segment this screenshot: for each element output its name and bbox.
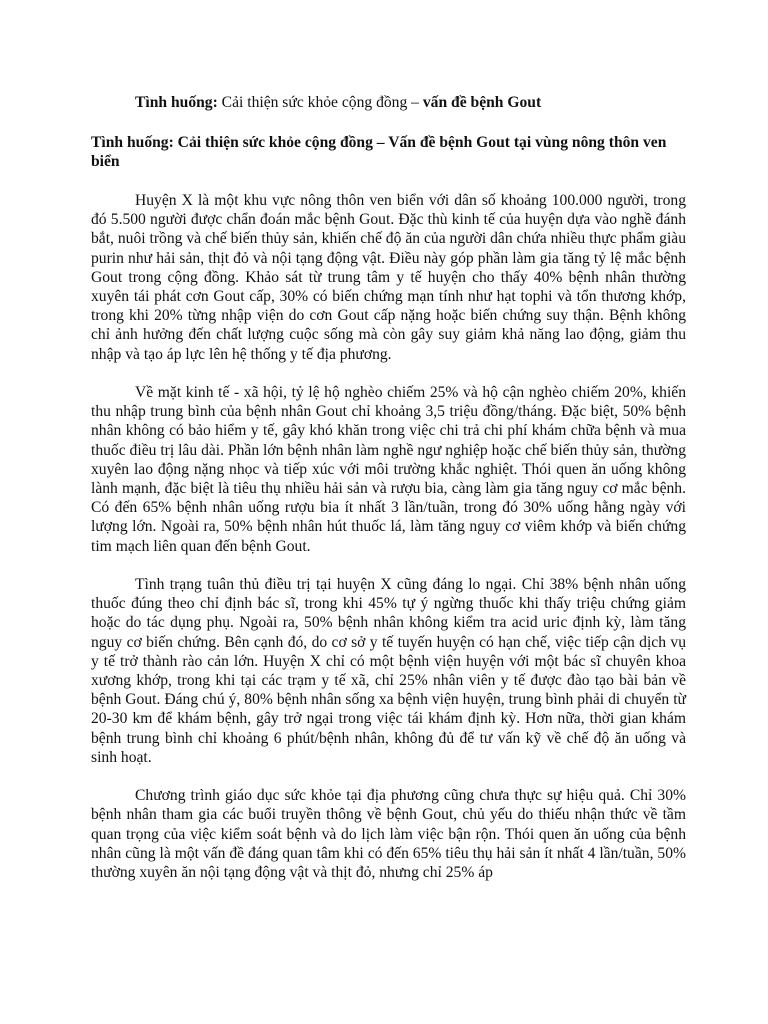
document-subtitle: Tình huống: Cải thiện sức khỏe cộng đồng – Vấn đề bệnh Gout tại vùng nông thôn ven biển	[91, 134, 667, 171]
heading-label: Tình huống:	[135, 94, 218, 111]
heading-end: vấn đề bệnh Gout	[422, 94, 542, 111]
document-heading	[135, 93, 735, 112]
paragraph-2: Về mặt kinh tế - xã hội, tỷ lệ hộ nghèo chiếm 25% và hộ cận nghèo chiếm 20%, khiến thu nhập trung bình của bệnh nhân Gout chỉ khoảng 3,5 triệu đồng/tháng. Đặc biệt, 50% bệnh nhân không có bảo hiểm y tế, gây khó khăn trong việc chi trả chi phí khám chữa bệnh và mua thuốc điều trị lâu dài. Phần lớn bệnh nhân làm nghề ngư nghiệp hoặc chế biến thủy sản, thường xuyên lao động nặng nhọc và tiếp xúc với môi trường khắc nghiệt. Thói quen ăn uống không lành mạnh, đặc biệt là tiêu thụ nhiều hải sản và rượu bia, càng làm gia tăng nguy cơ mắc bệnh. Có đến 65% bệnh nhân uống rượu bia ít nhất 3 lần/tuần, trong đó 30% uống hằng ngày với lượng lớn. Ngoài ra, 50% bệnh nhân hút thuốc lá, làm tăng nguy cơ viêm khớp và biến chứng tim mạch liên quan đến bệnh Gout.	[91, 384, 686, 555]
document-body	[91, 191, 686, 901]
paragraph-1: Huyện X là một khu vực nông thôn ven biển với dân số khoảng 100.000 người, trong đó 5.500 người được chẩn đoán mắc bệnh Gout. Đặc thù kinh tế của huyện dựa vào nghề đánh bắt, nuôi trồng và chế biến thủy sản, khiến chế độ ăn của người dân chứa nhiều thực phẩm giàu purin như hải sản, thịt đỏ và nội tạng động vật. Điều này góp phần làm gia tăng tỷ lệ mắc bệnh Gout trong cộng đồng. Khảo sát từ trung tâm y tế huyện cho thấy 40% bệnh nhân thường xuyên tái phát cơn Gout cấp, 30% có biến chứng mạn tính như hạt tophi và tổn thương khớp, trong khi 20% từng nhập viện do cơn Gout cấp nặng hoặc biến chứng suy thận. Bệnh không chỉ ảnh hưởng đến chất lượng cuộc sống mà còn gây suy giảm khả năng lao động, giảm thu nhập và tạo áp lực lên hệ thống y tế địa phương.	[91, 192, 686, 363]
paragraph-4: Chương trình giáo dục sức khỏe tại địa phương cũng chưa thực sự hiệu quả. Chỉ 30% bệnh nhân tham gia các buổi truyền thông về bệnh Gout, chủ yếu do thiếu nhận thức về tầm quan trọng của việc kiểm soát bệnh và do lịch làm việc bận rộn. Thói quen ăn uống của bệnh nhân cũng là một vấn đề đáng quan tâm khi có đến 65% tiêu thụ hải sản ít nhất 4 lần/tuần, 50% thường xuyên ăn nội tạng động vật và thịt đỏ, nhưng chỉ 25% áp	[91, 787, 686, 882]
paragraph-3: Tình trạng tuân thủ điều trị tại huyện X cũng đáng lo ngại. Chỉ 38% bệnh nhân uống thuốc đúng theo chỉ định bác sĩ, trong khi 45% tự ý ngừng thuốc khi thấy triệu chứng giảm hoặc do tác dụng phụ. Ngoài ra, 50% bệnh nhân không kiểm tra acid uric định kỳ, làm tăng nguy cơ biến chứng. Bên cạnh đó, do cơ sở y tế tuyến huyện có hạn chế, việc tiếp cận dịch vụ y tế trở thành rào cản lớn. Huyện X chỉ có một bệnh viện huyện với một bác sĩ chuyên khoa xương khớp, trong khi tại các trạm y tế xã, chỉ 25% nhân viên y tế được đào tạo bài bản về bệnh Gout. Đáng chú ý, 80% bệnh nhân sống xa bệnh viện huyện, trung bình phải di chuyển từ 20-30 km để khám bệnh, gây trở ngại trong việc tái khám định kỳ. Hơn nữa, thời gian khám bệnh trung bình chỉ khoảng 6 phút/bệnh nhân, không đủ để tư vấn kỹ về chế độ ăn uống và sinh hoạt.	[91, 576, 686, 766]
heading-middle: Cải thiện sức khỏe cộng đồng –	[217, 94, 423, 111]
